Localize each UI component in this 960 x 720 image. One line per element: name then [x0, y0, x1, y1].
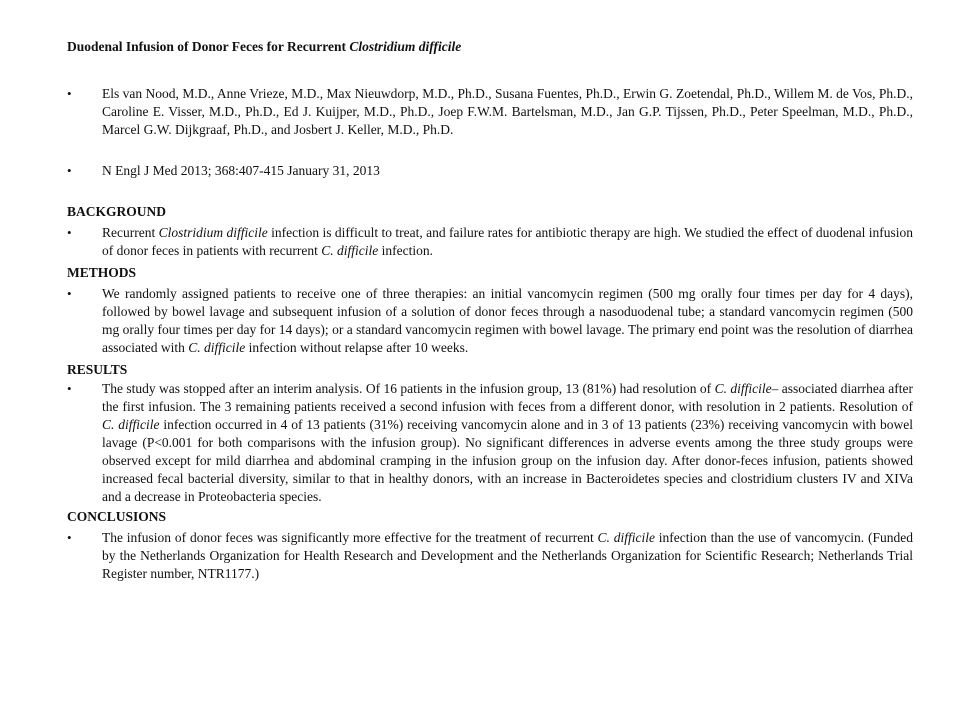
bullet-icon: • [67, 286, 72, 301]
methods-item [67, 285, 913, 357]
bullet-icon: • [67, 381, 72, 396]
bullet-icon: • [67, 163, 72, 178]
bullet-icon: • [67, 530, 72, 545]
section-heading-background: BACKGROUND [67, 204, 167, 219]
authors-text: Els van Nood, M.D., Anne Vrieze, M.D., Max Nieuwdorp, M.D., Ph.D., Susana Fuentes, Ph.D., Erwin G. Zoetendal, Ph.D., Willem M. de Vos, Ph.D., Caroline E. Visser, M.D., Ph.D., Ed J. Kuijper, M.D., Ph.D., Joep F.W.M. Bartelsman, M.D., Jan G.P. Tijssen, Ph.D., Peter Speelman, M.D., Ph.D., Marcel G.W. Dijkgraaf, Ph.D., and Josbert J. Keller, M.D., Ph.D. [102, 86, 913, 137]
authors-item [67, 85, 913, 139]
section-heading-methods: METHODS [67, 265, 137, 280]
citation-item [67, 162, 913, 180]
results-text: The study was stopped after an interim analysis. Of 16 patients in the infusion group, 13 (81%) had resolution of C. difficile– associated diarrhea after the first infusion. The 3 remaining patients received a second infusion with feces from a different donor, with resolution in 2 patients. Resolution of C. difficile infection occurred in 4 of 13 patients (31%) receiving vancomycin alone and in 3 of 13 patients (23%) receiving vancomycin with bowel lavage (P<0.001 for both comparisons with the infusion group). No significant differences in adverse events among the three study groups were observed except for mild diarrhea and abdominal cramping in the infusion group on the infusion day. After donor-feces infusion, patients showed increased fecal bacterial diversity, similar to that in healthy donors, with an increase in Bacteroidetes species and clostridium clusters IV and XIVa and a decrease in Proteobacteria species. [102, 381, 914, 504]
bullet-icon: • [67, 225, 72, 240]
conclusions-text: The infusion of donor feces was significantly more effective for the treatment of recurrent C. difficile infection than the use of vancomycin. (Funded by the Netherlands Organization for Health Research and Development and the Netherlands Organization for Scientific Research; Netherlands Trial Register number, NTR1177.) [102, 530, 913, 581]
methods-text: We randomly assigned patients to receive one of three therapies: an initial vancomycin regimen (500 mg orally four times per day for 4 days), followed by bowel lavage and subsequent infusion of a solution of donor feces through a nasoduodenal tube; a standard vancomycin regimen (500 mg orally four times per day for 14 days); or a standard vancomycin regimen with bowel lavage. The primary end point was the resolution of diarrhea associated with C. difficile infection without relapse after 10 weeks. [102, 286, 913, 355]
article-title [67, 38, 913, 56]
results-item [67, 380, 913, 506]
background-item [67, 224, 913, 260]
citation-text: N Engl J Med 2013; 368:407-415 January 31, 2013 [102, 163, 380, 178]
section-heading-conclusions: CONCLUSIONS [67, 509, 167, 524]
conclusions-item [67, 529, 913, 583]
section-heading-results: RESULTS [67, 362, 128, 377]
title-organism: Clostridium difficile [349, 39, 462, 54]
background-text: Recurrent Clostridium difficile infection is difficult to treat, and failure rates for antibiotic therapy are high. We studied the effect of duodenal infusion of donor feces in patients with recurrent C. difficile infection. [102, 225, 913, 258]
bullet-icon: • [67, 86, 72, 101]
document-page [67, 38, 913, 583]
title-text: Duodenal Infusion of Donor Feces for Recurrent [67, 39, 350, 54]
